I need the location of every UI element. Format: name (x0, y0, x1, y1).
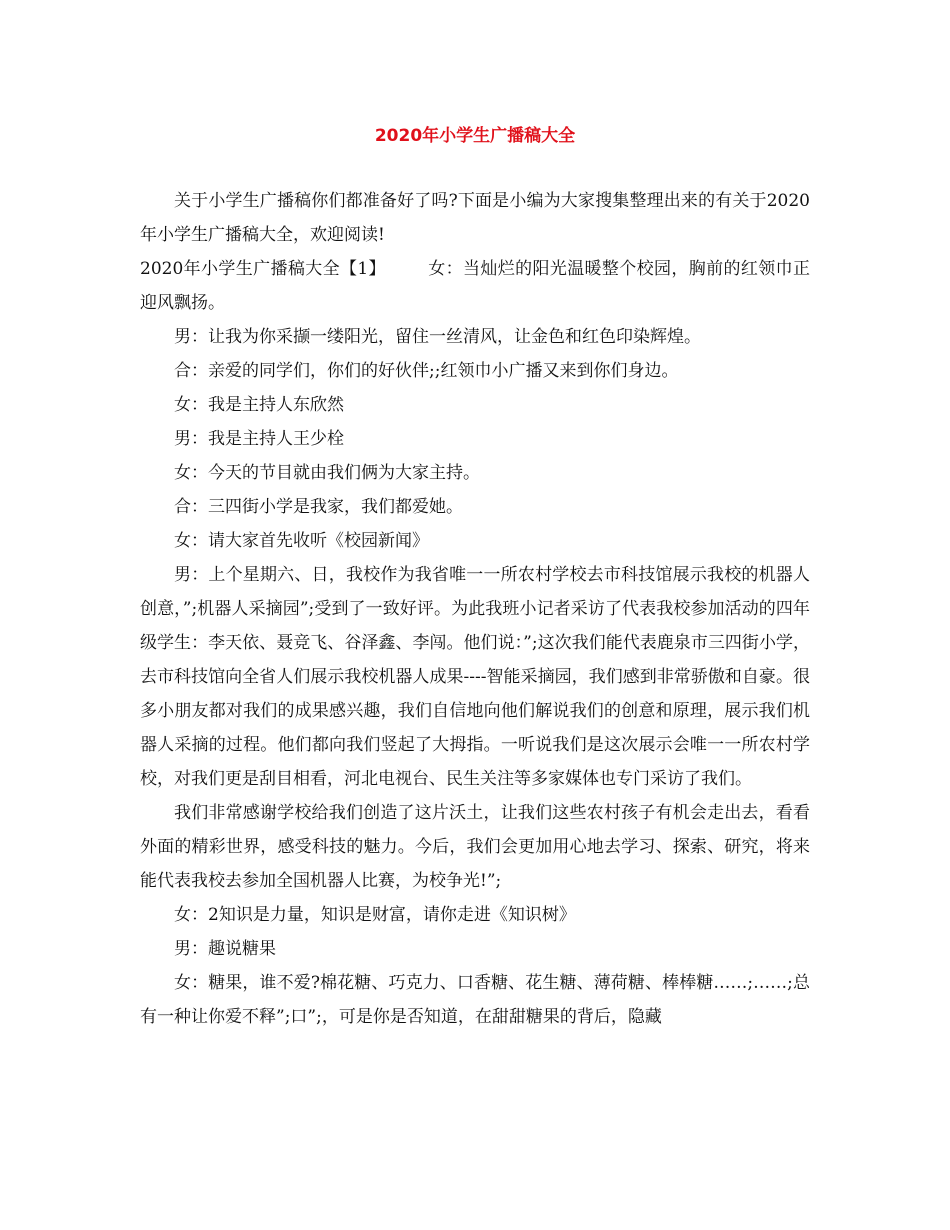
thanks-paragraph: 我们非常感谢学校给我们创造了这片沃土，让我们这些农村孩子有机会走出去，看看外面的精彩世界，感受科技的魅力。今后，我们会更加用心地去学习、探索、研究，将来能代表我校去参加全国机器人比赛，为校争光!”; (140, 803, 810, 891)
script-line: 男：我是主持人王少栓 (174, 429, 344, 449)
script-line: 女：我是主持人东欣然 (174, 395, 344, 415)
document-body (140, 184, 810, 1034)
document-title: 2020年小学生广播稿大全 (374, 126, 576, 146)
script-line: 合：亲爱的同学们，你们的好伙伴;;红领巾小广播又来到你们身边。 (174, 361, 679, 381)
script-line: 女：今天的节目就由我们俩为大家主持。 (174, 463, 480, 483)
script-line: 女：请大家首先收听《校园新闻》 (174, 531, 429, 551)
script-line: 男：让我为你采撷一缕阳光，留住一丝清风，让金色和红色印染辉煌。 (174, 327, 701, 347)
script-line: 女：2知识是力量，知识是财富，请你走进《知识树》 (174, 905, 576, 925)
script-line: 合：三四街小学是我家，我们都爱她。 (174, 497, 463, 517)
script-line: 男：趣说糖果 (174, 939, 276, 959)
section-first-line: 女：当灿烂的阳光温暖整个校园，胸前的红领巾正迎风飘扬。 (140, 259, 810, 313)
section-heading: 2020年小学生广播稿大全【1】 (140, 259, 386, 279)
candy-paragraph: 女：糖果，谁不爱?棉花糖、巧克力、口香糖、花生糖、薄荷糖、棒棒糖……;……;总有一种让你爱不释”;口”;，可是你是否知道，在甜甜糖果的背后，隐藏 (140, 973, 810, 1027)
news-paragraph: 男：上个星期六、日，我校作为我省唯一一所农村学校去市科技馆展示我校的机器人创意，”;机器人采摘园”;受到了一致好评。为此我班小记者采访了代表我校参加活动的四年级学生：李天依、聂竞飞、谷泽鑫、李闯。他们说：”;这次我们能代表鹿泉市三四街小学，去市科技馆向全省人们展示我校机器人成果----智能采摘园，我们感到非常骄傲和自豪。很多小朋友都对我们的成果感兴趣，我们自信地向他们解说我们的创意和原理，展示我们机器人采摘的过程。他们都向我们竖起了大拇指。一听说我们是这次展示会唯一一所农村学校，对我们更是刮目相看，河北电视台、民生关注等多家媒体也专门采访了我们。 (140, 565, 810, 789)
section-paragraph (140, 252, 810, 320)
intro-paragraph: 关于小学生广播稿你们都准备好了吗?下面是小编为大家搜集整理出来的有关于2020年小学生广播稿大全，欢迎阅读! (140, 191, 810, 245)
